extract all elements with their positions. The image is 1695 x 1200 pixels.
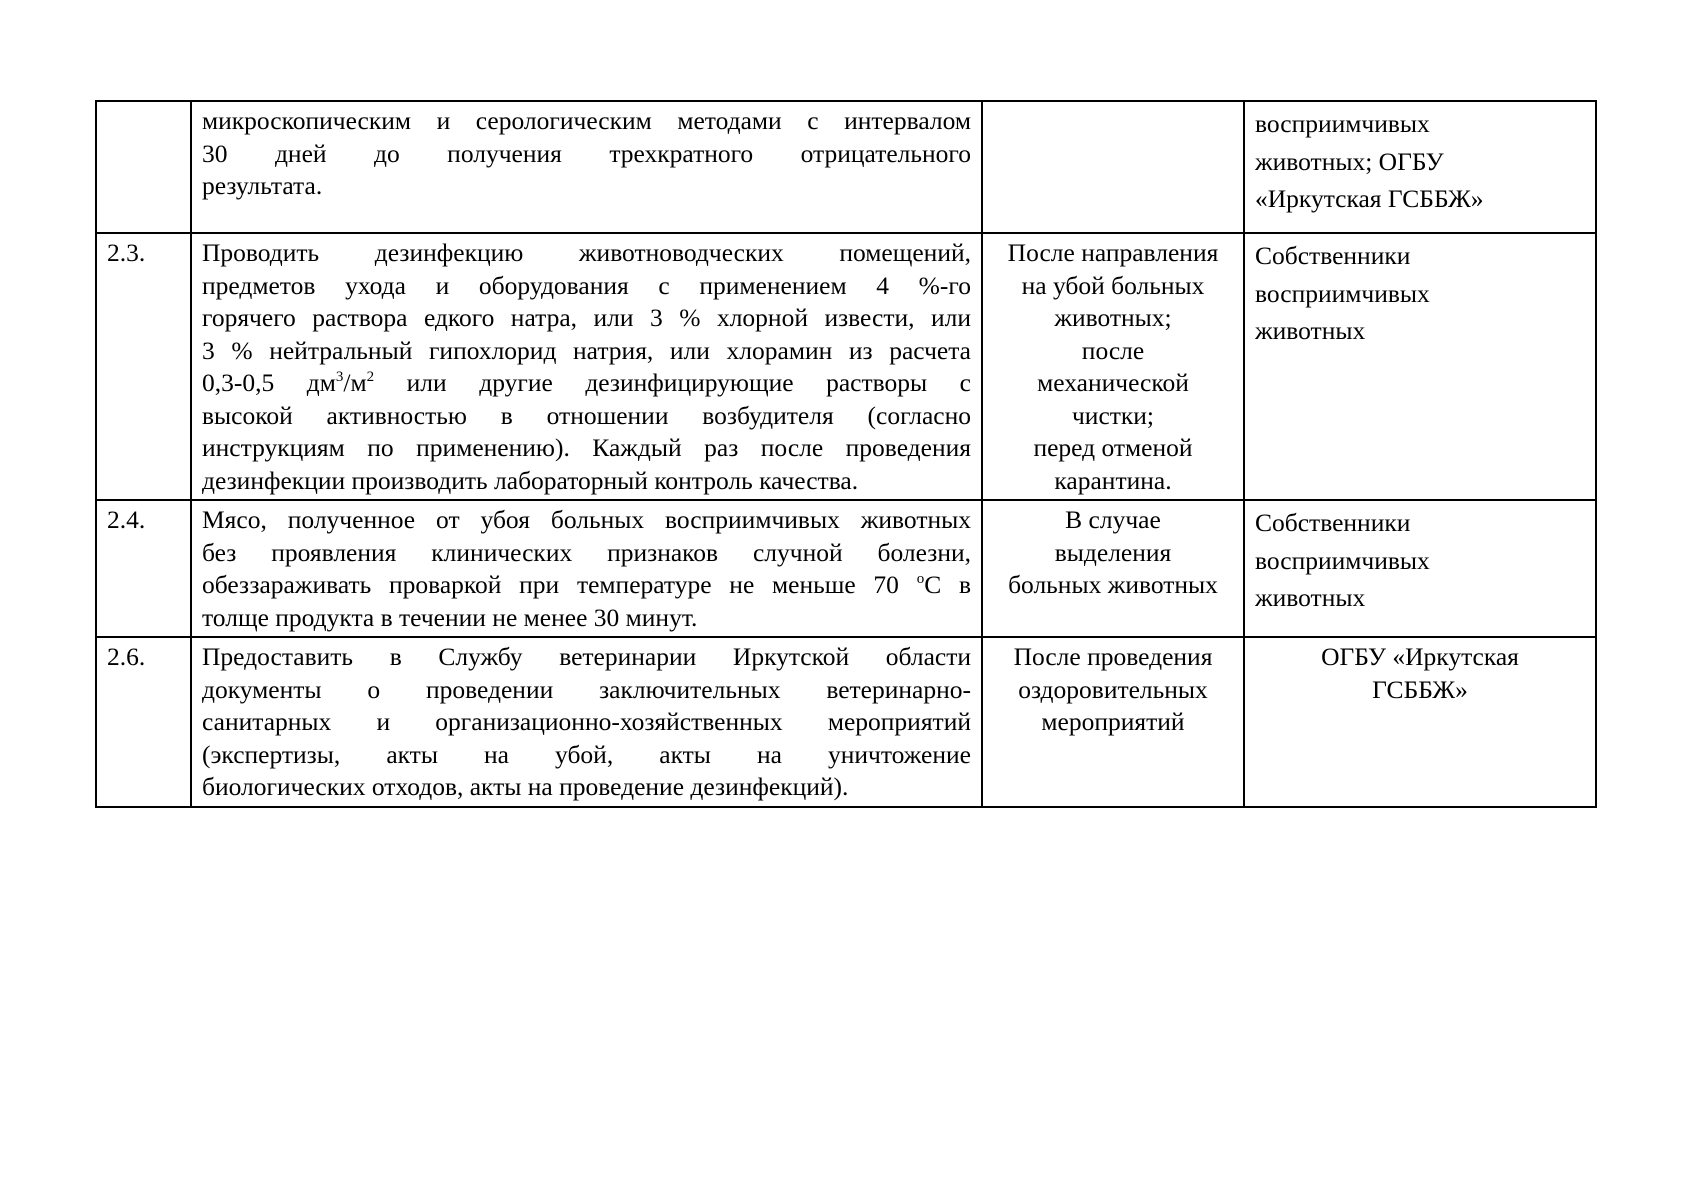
responsible-line: восприимчивых: [1255, 109, 1430, 138]
measure-line: без проявления клинических признаков случной болезни,: [202, 537, 971, 567]
table-row: [96, 101, 1596, 233]
measure-line: микроскопическим и серологическим методами с интервалом: [202, 106, 971, 135]
measure-line: толще продукта в течении не менее 30 минут.: [202, 602, 698, 632]
responsible-line: Собственники: [1255, 508, 1411, 537]
measure-cell: [191, 500, 982, 637]
row-number-cell: [96, 500, 191, 637]
responsible-cell: [1244, 101, 1596, 233]
row-number: 2.3.: [107, 238, 146, 267]
measure-text: С в: [924, 570, 971, 599]
term-line: перед отменой: [1033, 433, 1193, 462]
responsible-cell: [1244, 637, 1596, 807]
measure-line: (экспертизы, акты на убой, акты на уничтожение: [202, 739, 971, 769]
responsible-cell: [1244, 500, 1596, 637]
row-number-cell: [96, 101, 191, 233]
measure-line: Мясо, полученное от убоя больных восприимчивых животных: [202, 505, 971, 534]
term-cell: [982, 101, 1244, 233]
term-line: больных животных: [1008, 570, 1218, 599]
term-line: животных;: [1054, 303, 1172, 332]
term-cell: [982, 500, 1244, 637]
measure-line: горячего раствора едкого натра, или 3 % хлорной извести, или: [202, 303, 971, 332]
table-row: [96, 233, 1596, 500]
superscript: о: [916, 571, 925, 587]
measure-line: документы о проведении заключительных ветеринарно-: [202, 674, 971, 704]
measure-line: 30 дней до получения трехкратного отрицательного: [202, 138, 971, 168]
responsible-line: восприимчивых: [1255, 545, 1430, 575]
term-line: на убой больных: [1021, 270, 1205, 300]
row-number-cell: [96, 233, 191, 500]
term-line: оздоровительных: [1018, 674, 1208, 704]
table-row: [96, 637, 1596, 807]
table-row: [96, 500, 1596, 637]
responsible-line: животных: [1255, 583, 1366, 612]
measure-line: санитарных и организационно-хозяйственных мероприятий: [202, 707, 971, 736]
measure-text: /м: [343, 368, 367, 397]
measure-line: биологических отходов, акты на проведение дезинфекций).: [202, 772, 849, 801]
measure-line: 3 % нейтральный гипохлорид натрия, или хлорамин из расчета: [202, 335, 971, 365]
superscript: 3: [335, 369, 344, 385]
measure-line: Проводить дезинфекцию животноводческих помещений,: [202, 238, 971, 267]
measure-text: или другие дезинфицирующие растворы с: [374, 368, 971, 397]
responsible-line: животных; ОГБУ: [1255, 146, 1444, 176]
row-number-cell: [96, 637, 191, 807]
measure-line: высокой активностью в отношении возбудителя (согласно: [202, 400, 971, 430]
responsible-line: животных: [1255, 316, 1366, 345]
measure-line: результата.: [202, 171, 323, 200]
responsible-line: ГСББЖ»: [1372, 674, 1468, 704]
term-cell: [982, 233, 1244, 500]
term-line: чистки;: [1071, 400, 1155, 430]
measure-line: [202, 569, 971, 602]
superscript: 2: [366, 369, 375, 385]
term-line: выделения: [1054, 537, 1172, 567]
measure-text: обеззараживать проваркой при температуре не меньше 70: [202, 570, 917, 599]
measure-line: дезинфекции производить лабораторный контроль качества.: [202, 465, 859, 495]
measure-line: предметов ухода и оборудования с применением 4 %-го: [202, 270, 971, 300]
measure-line: [202, 367, 971, 400]
measure-line: Предоставить в Службу ветеринарии Иркутской области: [202, 642, 971, 671]
measure-cell: [191, 101, 982, 233]
measure-line: инструкциям по применению). Каждый раз после проведения: [202, 433, 971, 462]
term-line: после: [1081, 335, 1145, 365]
responsible-line: «Иркутская ГСББЖ»: [1255, 184, 1484, 213]
term-line: После направления: [1007, 238, 1219, 267]
measures-table: [95, 100, 1597, 808]
measure-cell: [191, 637, 982, 807]
responsible-line: ОГБУ «Иркутская: [1321, 642, 1519, 671]
row-number: 2.4.: [107, 505, 146, 534]
term-line: В случае: [1065, 505, 1161, 534]
term-line: механической: [1037, 368, 1189, 397]
term-line: После проведения: [1013, 642, 1213, 671]
term-line: мероприятий: [1041, 707, 1185, 736]
measure-text: 0,3-0,5 дм: [202, 368, 336, 397]
measure-cell: [191, 233, 982, 500]
term-line: карантина.: [1054, 465, 1172, 495]
row-number: 2.6.: [107, 642, 146, 671]
responsible-line: восприимчивых: [1255, 278, 1430, 308]
responsible-cell: [1244, 233, 1596, 500]
responsible-line: Собственники: [1255, 241, 1411, 270]
term-cell: [982, 637, 1244, 807]
